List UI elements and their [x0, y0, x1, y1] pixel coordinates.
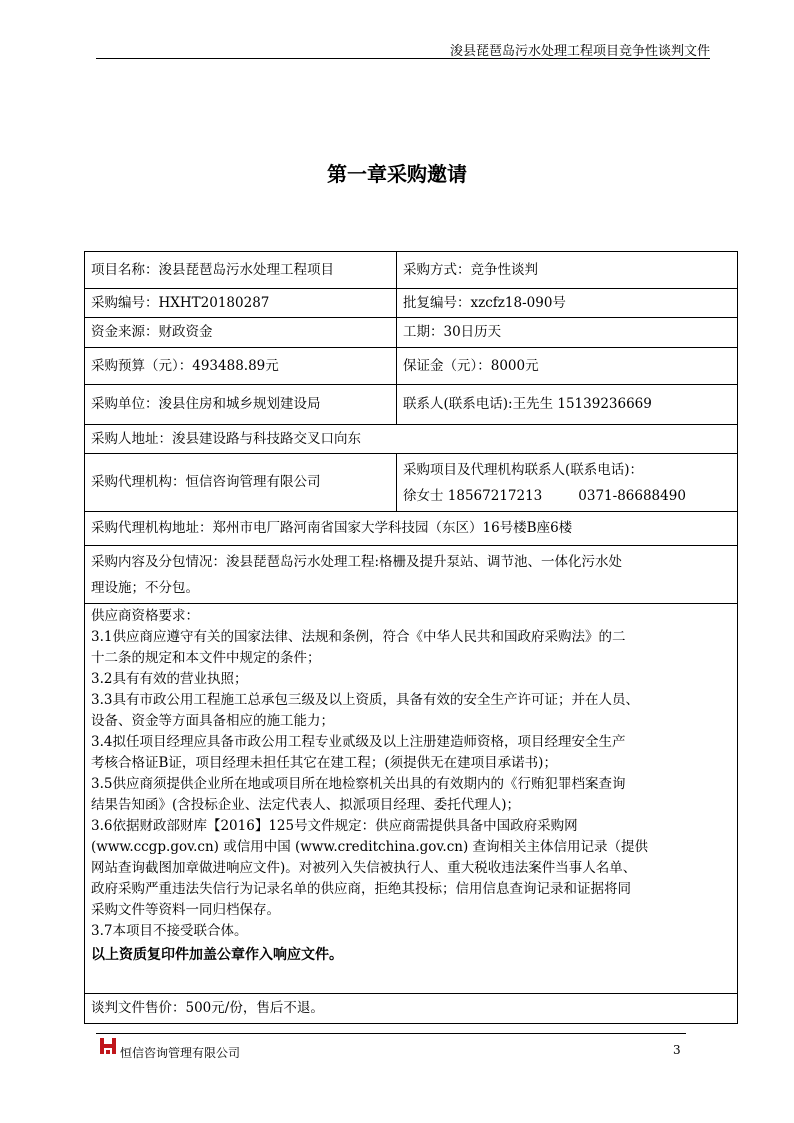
header-doc-title: 浚县琵琶岛污水处理工程项目竞争性谈判文件 — [449, 44, 710, 59]
requirement-line: (www.ccgp.gov.cn) 或信用中国 (www.creditchina.gov.cn) 查询相关主体信用记录（提供 — [91, 839, 649, 855]
requirement-line: 十二条的规定和本文件中规定的条件； — [91, 650, 321, 666]
requirement-line: 3.7本项目不接受联合体。 — [91, 923, 248, 939]
requirement-line: 考核合格证B证，项目经理未担任其它在建工程；(须提供无在建项目承诺书)； — [91, 755, 557, 771]
price-cell: 谈判文件售价：500元/份，售后不退。 — [85, 994, 738, 1024]
requirements-cell — [85, 604, 738, 994]
agency-contact-phone: 0371-86688490 — [578, 487, 686, 504]
requirement-line: 3.6依据财政部财库【2016】125号文件规定：供应商需提供具备中国政府采购网 — [91, 818, 578, 834]
table-row — [85, 385, 738, 425]
table-row — [85, 289, 738, 318]
content-line: 采购内容及分包情况：浚县琵琶岛污水处理工程:格栅及提升泵站、调节池、一体化污水处 — [91, 553, 623, 570]
requirement-line: 网站查询截图加章做进响应文件)。对被列入失信被执行人、重大税收违法案件当事人名单、 — [91, 860, 637, 876]
deposit-cell: 保证金（元）：8000元 — [397, 348, 738, 385]
requirements-list — [91, 606, 731, 942]
bold-note: 以上资质复印件加盖公章作入响应文件。 — [91, 947, 343, 963]
budget-cell: 采购预算（元）：493488.89元 — [85, 348, 397, 385]
requirement-line: 3.4拟任项目经理应具备市政公用工程专业贰级及以上注册建造师资格，项目经理安全生产 — [91, 734, 626, 750]
agency-contact-cell — [397, 454, 738, 512]
chapter-title: 第一章采购邀请 — [327, 162, 467, 186]
table-row — [85, 512, 738, 546]
agency-contact-name: 徐女士 18567217213 — [403, 487, 543, 504]
table-row — [85, 252, 738, 289]
requirement-line: 3.5供应商须提供企业所在地或项目所在地检察机关出具的有效期内的《行贿犯罪档案查询 — [91, 776, 626, 792]
method-cell: 采购方式：竞争性谈判 — [397, 252, 738, 289]
table-row — [85, 994, 738, 1024]
footer-rule — [96, 1033, 686, 1034]
requirement-line: 3.2具有有效的营业执照； — [91, 671, 248, 687]
content-cell — [85, 546, 738, 604]
requirement-line: 采购文件等资料一同归档保存。 — [91, 902, 280, 918]
approval-cell: 批复编号：xzcfz18-090号 — [397, 289, 738, 318]
requirement-line: 供应商资格要求： — [91, 608, 199, 624]
content-line: 理设施；不分包。 — [91, 579, 199, 596]
requirement-line: 3.3具有市政公用工程施工总承包三级及以上资质，具备有效的安全生产许可证；并在人员、 — [91, 692, 639, 708]
table-row — [85, 318, 738, 348]
agency-contact-label: 采购项目及代理机构联系人(联系电话)： — [403, 461, 644, 478]
requirement-line: 结果告知函》(含投标企业、法定代表人、拟派项目经理、委托代理人)； — [91, 797, 521, 813]
project-name-cell: 项目名称：浚县琵琶岛污水处理工程项目 — [85, 252, 397, 289]
table-row — [85, 604, 738, 994]
period-cell: 工期：30日历天 — [397, 318, 738, 348]
footer-company: 恒信咨询管理有限公司 — [120, 1046, 241, 1060]
requirement-line: 政府采购严重违法失信行为记录名单的供应商，拒绝其投标；信用信息查询记录和证据将同 — [91, 881, 631, 897]
table-row — [85, 348, 738, 385]
buyer-cell: 采购单位：浚县住房和城乡规划建设局 — [85, 385, 397, 425]
company-logo-icon — [98, 1036, 118, 1056]
header-rule — [96, 58, 710, 59]
table-row — [85, 454, 738, 512]
page-number: 3 — [673, 1043, 681, 1057]
table-row — [85, 546, 738, 604]
requirement-line: 设备、资金等方面具备相应的施工能力； — [91, 713, 334, 729]
agency-cell: 采购代理机构：恒信咨询管理有限公司 — [85, 454, 397, 512]
buyer-contact-cell: 联系人(联系电话):王先生 15139236669 — [397, 385, 738, 425]
table-row — [85, 425, 738, 454]
code-cell: 采购编号：HXHT20180287 — [85, 289, 397, 318]
agency-address-cell: 采购代理机构地址：郑州市电厂路河南省国家大学科技园（东区）16号楼B座6楼 — [85, 512, 738, 546]
fund-cell: 资金来源：财政资金 — [85, 318, 397, 348]
agency-contact-line — [403, 483, 731, 509]
requirement-line: 3.1供应商应遵守有关的国家法律、法规和条例，符合《中华人民共和国政府采购法》的二 — [91, 629, 626, 645]
invitation-table — [84, 251, 738, 1024]
buyer-address-cell: 采购人地址：浚县建设路与科技路交叉口向东 — [85, 425, 738, 454]
